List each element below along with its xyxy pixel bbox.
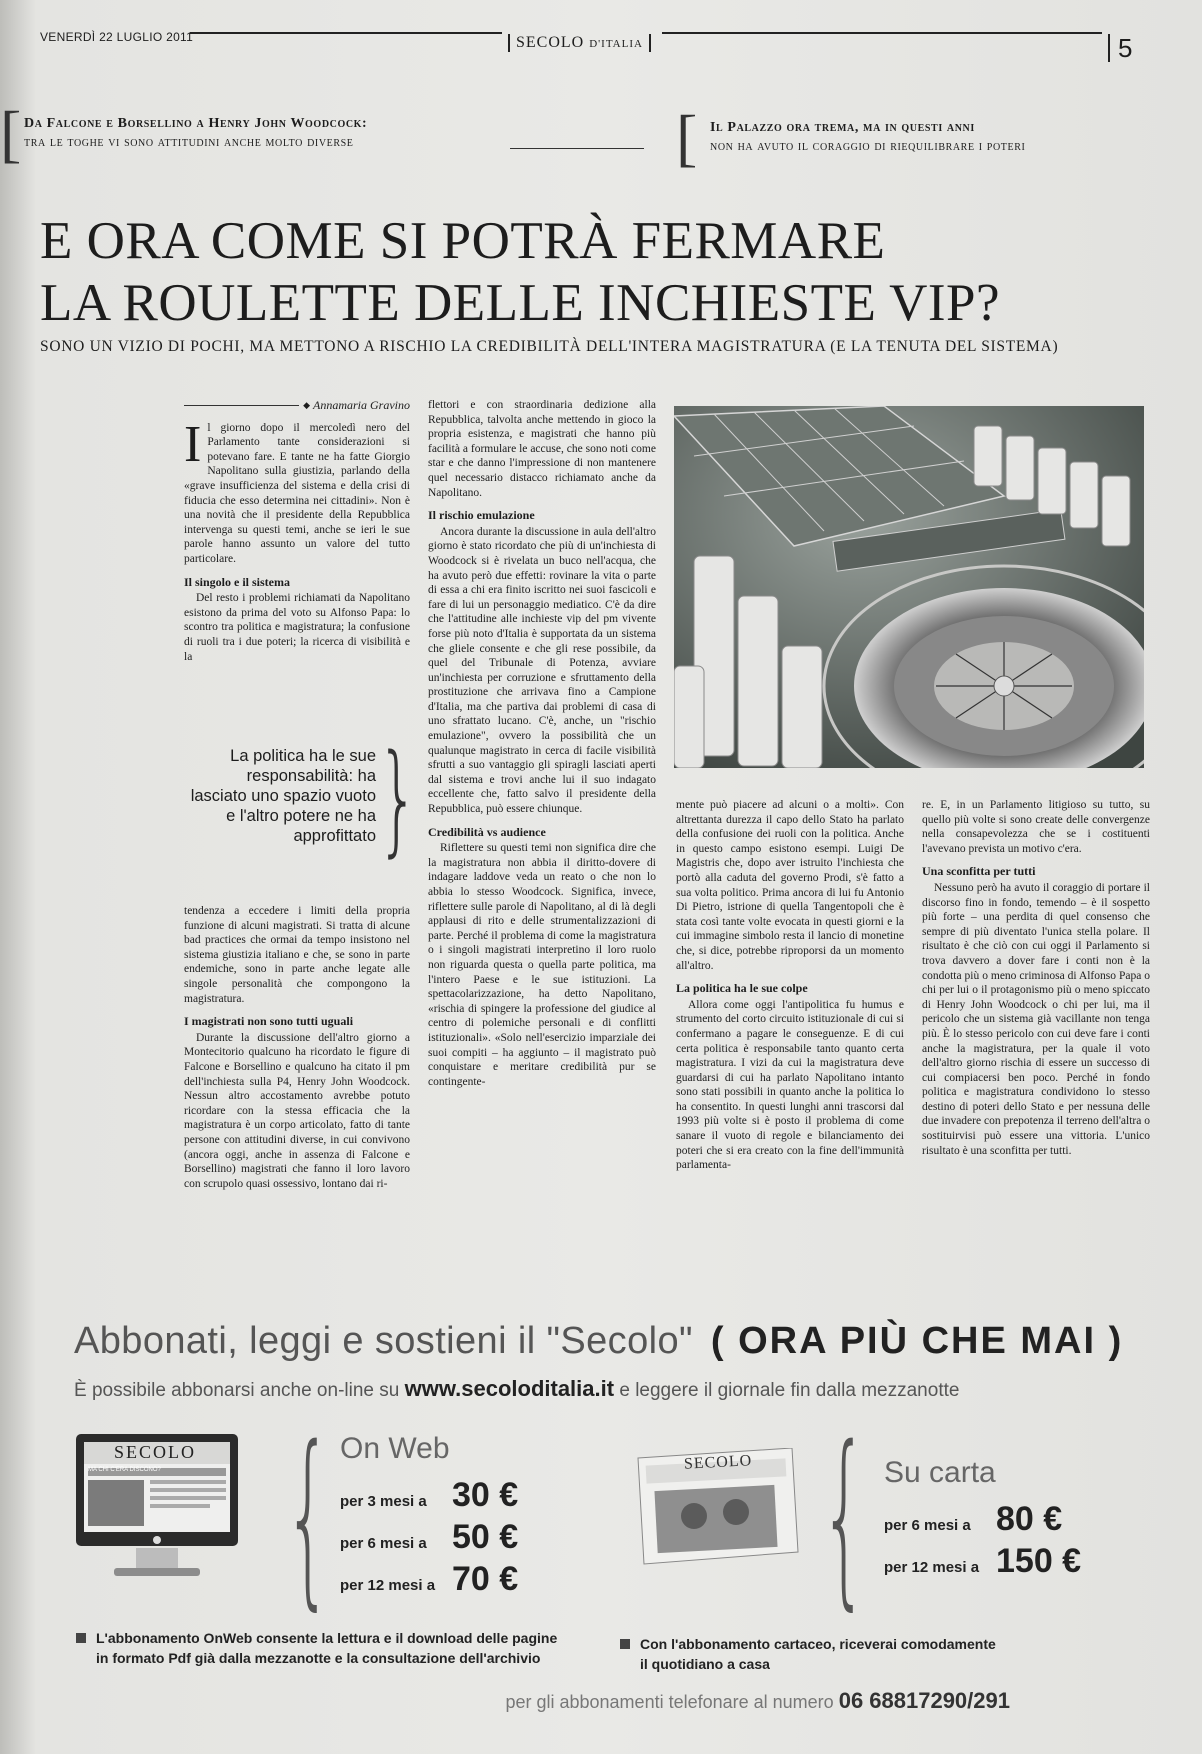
on-web-brace: { xyxy=(284,1406,333,1627)
computer-monitor-icon xyxy=(74,1432,242,1582)
article-paragraph: Del resto i problemi richiamati da Napolitano esistono da prima del voto su Alfonso Papa: lo scontro tra politica e magistratura; la confusione di ruoli tra i due poteri; la ricerca di visibilità e la xyxy=(184,592,410,663)
kicker-left-line2: tra le toghe vi sono attitudini anche molto diverse xyxy=(24,135,354,150)
article-column-4 xyxy=(922,798,1150,1158)
kicker-right-bracket: [ xyxy=(676,102,698,173)
section-heading: Una sconfitta per tutti xyxy=(922,864,1036,879)
ad-phone: per gli abbonamenti telefonare al numero 06 68817290/291 xyxy=(505,1688,1010,1713)
on-web-note: L'abbonamento OnWeb consente la lettura e il download delle pagine in formato Pdf già dalla mezzanotte e la consultazione dell'archivio xyxy=(76,1628,596,1668)
article-paragraph: mente può piacere ad alcuni o a molti». Con altrettanta durezza il capo dello Stato ha parlato della confusione dei ruoli con la politica. Anche in questo campo esistono esempi. Luigi De Magistris che, dopo aver istruito l'inchiesta che portò alla caduta del governo Prodi, s'è fatto a sua volta politico. Prima ancora di lui fu Antonio Di Pietro, istrione di quella Tangentopoli che è stata così tante volte evocata in questi giorni e la cui immagine simbolo resta il lancio di monetine che, si dice, potrebbe riproporsi da un momento all'altro. xyxy=(676,799,904,972)
headline-line2: LA ROULETTE DELLE INCHIESTE VIP? xyxy=(40,274,1001,332)
subhead: SONO UN VIZIO DI POCHI, MA METTONO A RISCHIO LA CREDIBILITÀ DELL'INTERA MAGISTRATURA (E LA TENUTA DEL SISTEMA) xyxy=(40,338,1059,355)
ad-title: Abbonati, leggi e sostieni il "Secolo" ( ORA PIÙ CHE MAI ) xyxy=(74,1320,1124,1362)
paper-note: Con l'abbonamento cartaceo, riceverai comodamente il quotidiano a casa xyxy=(620,1634,1080,1674)
paper-brace: { xyxy=(820,1406,869,1627)
headline-line1: E ORA COME SI POTRÀ FERMARE xyxy=(40,212,886,270)
price-row: per 12 mesi a 150 € xyxy=(884,1542,1082,1580)
section-heading: La politica ha le sue colpe xyxy=(676,981,808,996)
newspaper-brand: SECOLO xyxy=(683,1452,753,1473)
article-paragraph: re. E, in un Parlamento litigioso su tutto, su quello più volte si sono create delle convergenze nella consapevolezza che se i costituenti l'avevano prevista un motivo c'era. xyxy=(922,799,1150,855)
paper-name: SECOLO D'ITALIA xyxy=(508,34,651,52)
bullet-square-icon xyxy=(620,1639,630,1649)
byline xyxy=(184,398,410,413)
subscription-ad xyxy=(40,1312,1160,1742)
roulette-photo xyxy=(674,406,1144,768)
drop-cap: I xyxy=(184,415,202,473)
masthead-rule-left xyxy=(190,32,502,34)
on-web-prices xyxy=(340,1432,540,1602)
phone-number[interactable]: 06 68817290/291 xyxy=(838,1688,1010,1713)
section-heading: Credibilità vs audience xyxy=(428,824,546,839)
price-row: per 3 mesi a 30 € xyxy=(340,1476,519,1514)
kicker-right-line1: Il Palazzo ora trema, ma in questi anni xyxy=(710,120,975,135)
kicker-left-bracket: [ xyxy=(0,98,22,169)
kicker-left xyxy=(24,114,367,152)
monitor-headline: MA CHI C'ERA DISCONO? xyxy=(88,1467,161,1473)
ad-subtitle: È possibile abbonarsi anche on-line su www.secoloditalia.it e leggere il giornale fin dalla mezzanotte xyxy=(74,1376,960,1401)
on-web-heading: On Web xyxy=(340,1432,450,1465)
article-paragraph: Durante la discussione dell'altro giorno a Montecitorio qualcuno ha ricordato le figure di Falcone e Borsellino e qualcuno ha citato il pm dell'inchiesta sulla P4, Henry John Woodcock. Nessun altro accostamento avrebbe potuto ricordare con la stessa efficacia che la magistratura è un corpo articolato, fatto di tante persone con attitudini diverse, in cui convivono (ancora oggi, anche in assenza di Falcone e Borsellino) magistrati che fanno il loro lavoro con scrupolo quasi ossessivo, lontano dai ri- xyxy=(184,1031,410,1190)
article-paragraph: Allora come oggi l'antipolitica fu humus e strumento del corto circuito istituzionale di cui si confermano a pagare le conseguenze. E di cui certa politica è responsabile tanto quanto certa magistratura. I vizi da cui la magistratura deve guardarsi di cui ha parlato Napolitano intanto sono stati possibili in quanto anche la politica lo ha consentito. In questi lunghi anni trascorsi dal 1993 più volte si è posto il problema di come sanare il vuoto di regole e bilanciamento dei poteri che si era creato con la fine dell'immunità parlamenta- xyxy=(676,998,904,1172)
diamond-icon: ◆ xyxy=(303,400,310,410)
ad-title-emphasis: ( ORA PIÙ CHE MAI ) xyxy=(710,1320,1124,1362)
article-paragraph: Il giorno dopo il mercoledì nero del Parlamento tante considerazioni si potevano fare. E tante ne ha fatte Giorgio Napolitano sulla giustizia, parlando della «grave insufficienza del sistema e della crisi di fiducia che esso determina nei cittadini». Non è una novità che il presidente della Repubblica intervenga su questi temi, anche se ieri le sue parole hanno assunto un valore del tutto particolare. xyxy=(184,415,410,565)
roulette-illustration xyxy=(674,406,1144,768)
kicker-right-line2: non ha avuto il coraggio di riequilibrare i poteri xyxy=(710,139,1026,154)
price-row: per 6 mesi a 50 € xyxy=(340,1518,519,1556)
issue-date: VENERDÌ 22 LUGLIO 2011 xyxy=(40,30,194,44)
paper-prices xyxy=(884,1456,1084,1584)
kicker-left-line1: Da Falcone e Borsellino a Henry John Woodcock: xyxy=(24,116,368,131)
pull-quote-brace: } xyxy=(377,730,419,869)
newspaper-icon xyxy=(632,1448,802,1568)
article-column-1-top xyxy=(184,398,410,664)
paper-heading: Su carta xyxy=(884,1456,996,1489)
page-number: 5 xyxy=(1108,34,1132,62)
ad-url-link[interactable]: www.secoloditalia.it xyxy=(404,1376,615,1401)
article-paragraph: Nessuno però ha avuto il coraggio di portare il discorso fino in fondo, temendo – è il sospetto più forte – una perdita di quel consenso che sempre di più diventato l'unica stella polare. Il risultato è che ciò con cui oggi il Parlamento si trova davvero a dover fare i conti non è la condotta più o meno criminosa di Alfonso Papa o chi per lui o il protagonismo più o meno spiccato di Henry John Woodcock o chi per lui, ma il pericolo che un sistema già vacillante non tenga più. È lo stesso pericolo con cui deve fare i conti anche la magistratura, per la quale il voto dell'altro giorno rischia di essere un successo di cui compiacersi ben poco. Perché in fondo politica e magistratura condividono lo stesso destino di poteri dello Stato e per nessuna delle due invadere con prepotenza il terreno dell'altra o sostituirvisi può essere una vittoria. L'unico risultato è una sconfitta per tutti. xyxy=(922,881,1150,1157)
article-paragraph: flettori e con straordinaria dedizione alla Repubblica, talvolta anche mettendo in gioco la propria esistenza, e magistrati che hanno più facilità a formulare le accuse, che sono noti come star e che danno l'impressione di non mantenere quel necessario distacco richiamato anche da Napolitano. xyxy=(428,399,656,499)
bullet-square-icon xyxy=(76,1633,86,1643)
article-paragraph: tendenza a eccedere i limiti della propria funzione di alcuni magistrati. Si tratta di alcune bad practices che ormai da tempo insistono nel sistema giustizia italiano e che, se sono in parte endemiche, sono in parte anche legate alle singole personalità che compongono la magistratura. xyxy=(184,905,410,1005)
article-paragraph: Riflettere su questi temi non significa dire che la magistratura non abbia il diritto-dovere di indagare laddove veda un reato o che non lo abbia lo stesso Woodcock. Significa, invece, riflettere sulle parole di Napolitano, al di là degli applausi di rito e delle strumentalizzazioni di parte. Perché il problema di come la magistratura o i singoli magistrati interpretino il loro ruolo non riguarda questa o quella parte politica, ma l'intero Paese e le sue istituzioni. La spettacolarizzazione, ha detto Napolitano, «rischia di spingere la professione del giudice al centro di polemiche personali e di conflitti istituzionali». «Solo nell'esercizio imparziale dei suoi compiti – ha aggiunto – il magistrato può conquistare e meritare credibilità pur se contingente- xyxy=(428,842,656,1088)
article-column-2 xyxy=(428,398,656,1089)
kicker-right xyxy=(710,118,1025,156)
headline xyxy=(40,210,1160,334)
price-row: per 12 mesi a 70 € xyxy=(340,1560,519,1598)
article-column-1-bottom xyxy=(184,904,410,1191)
kicker-rule xyxy=(510,148,644,149)
monitor-brand: SECOLO xyxy=(114,1442,197,1462)
byline-author: Annamaria Gravino xyxy=(313,398,410,412)
pull-quote: La politica ha le sue responsabilità: ha lasciato uno spazio vuoto e l'altro potere ne ha approfittato xyxy=(190,747,376,845)
masthead xyxy=(40,26,1140,63)
article-column-3 xyxy=(676,798,904,1173)
masthead-rule-right xyxy=(662,32,1102,34)
byline-rule xyxy=(184,405,299,406)
section-heading: Il singolo e il sistema xyxy=(184,574,291,589)
section-heading: Il rischio emulazione xyxy=(428,508,535,523)
price-row: per 6 mesi a 80 € xyxy=(884,1500,1063,1538)
article-paragraph: Ancora durante la discussione in aula dell'altro giorno è stato ricordato che più di un'inchiesta di Woodcock si è rivelata un buco nell'acqua, che ha avuto però due effetti: rovinare la vita o parte di essa a chi era finito iscritto nei suoi fascicoli e fare di lui un personaggio mediatico. C'è da dire che l'attitudine alle inchieste vip del pm vivente forse più noto d'Italia è supportata da un sistema che gliele consente e che gli rese possibile, da quel del Tribunale di Potenza, avviare un'inchiesta per corruzione e sfruttamento della prostituzione che arrivava fino a Campione d'Italia, ma che partiva dai problemi di casa di uno sfrattato lucano. C'è, anche, un "rischio emulazione", ovvero la possibilità che un qualunque magistrato in cerca di facile visibilità sfrutti a suo vantaggio gli spiragli lasciati aperti dal sistema e trovi anche lui il suo indagato eccellente che, fatto salvo il presidente della Repubblica, può essere chiunque. xyxy=(428,525,656,816)
section-heading: I magistrati non sono tutti uguali xyxy=(184,1014,354,1029)
